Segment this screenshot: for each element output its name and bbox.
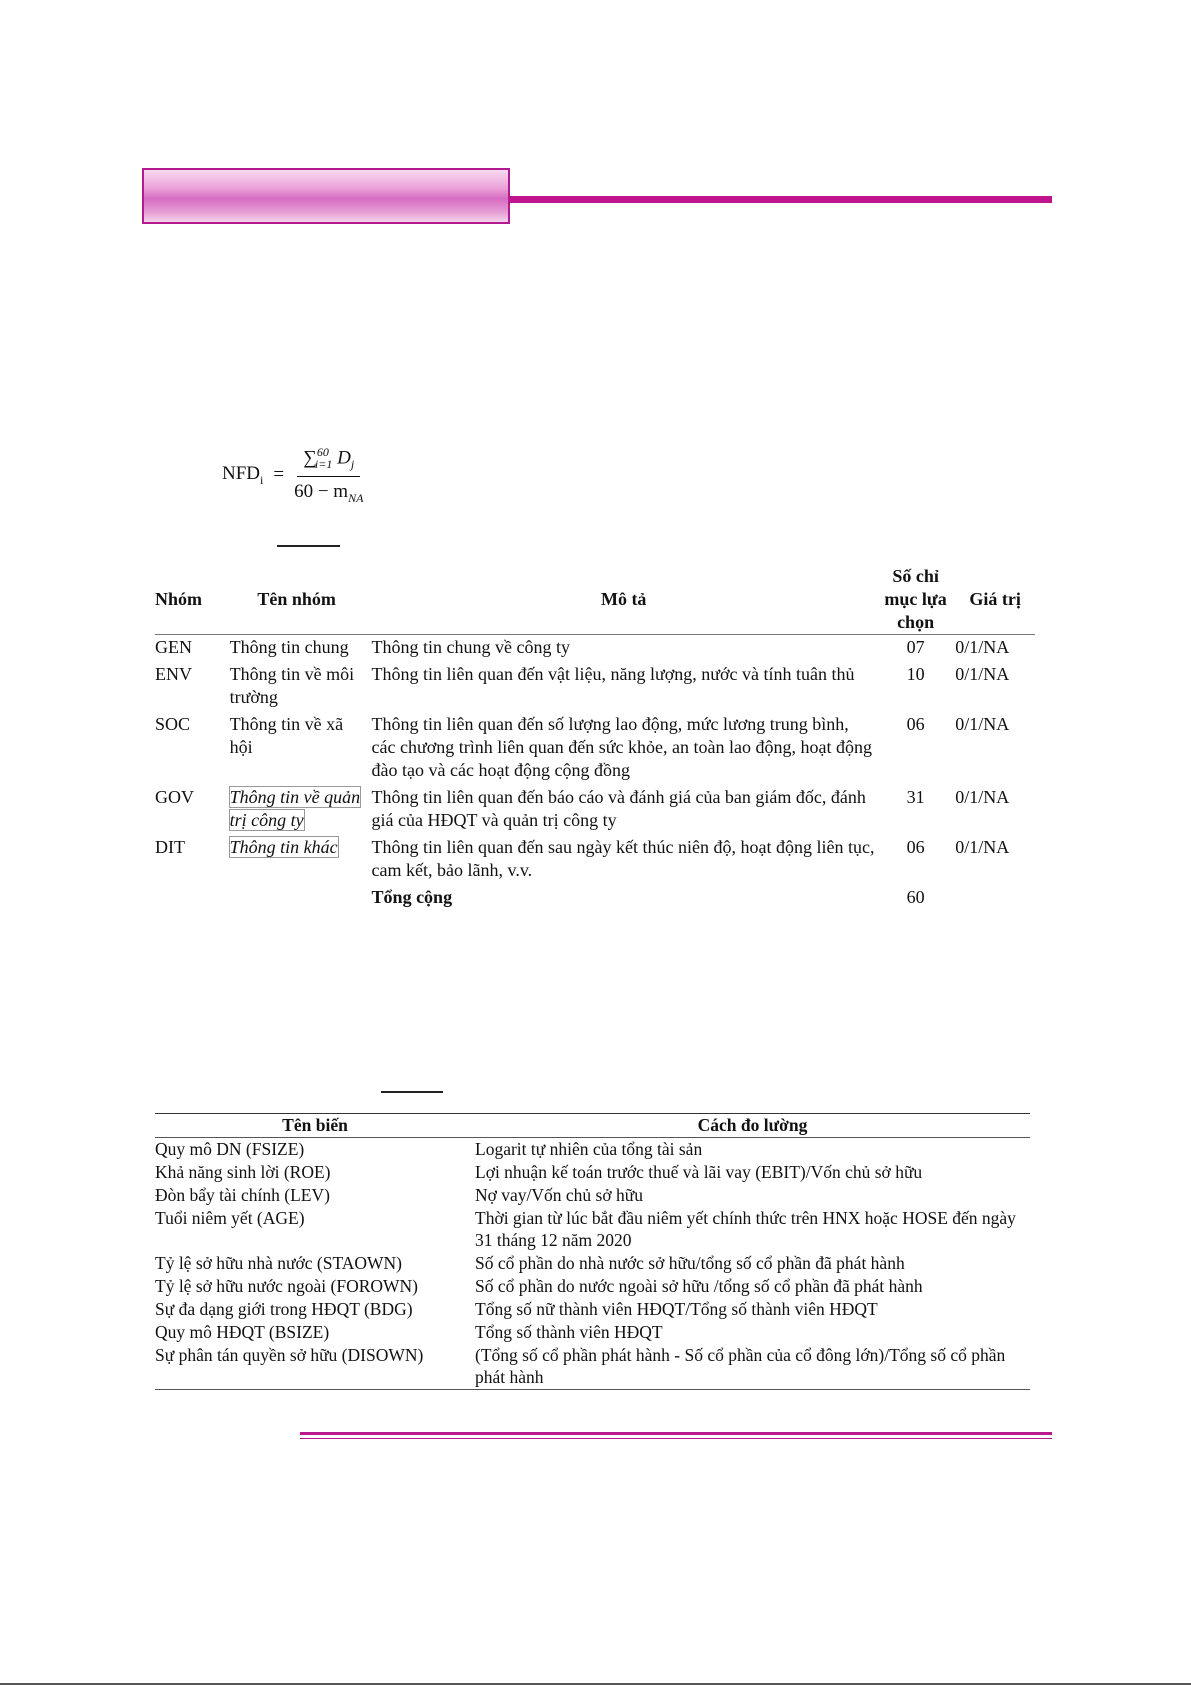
table-row bbox=[155, 785, 1035, 835]
cell-ten: Thông tin khác bbox=[229, 837, 338, 857]
header-ten-bien: Tên biến bbox=[282, 1115, 348, 1135]
cell-gt: 0/1/NA bbox=[955, 787, 1010, 807]
cell-cach: (Tổng số cổ phần phát hành - Số cổ phần của cổ đông lớn)/Tổng số cổ phần phát hành bbox=[475, 1345, 1006, 1387]
cell-empty bbox=[230, 885, 368, 912]
cell-so: 10 bbox=[906, 664, 925, 684]
formula-lhs: $NFD_i$ bbox=[222, 463, 264, 487]
table-row bbox=[155, 1138, 1030, 1162]
table-row bbox=[155, 1275, 1030, 1298]
table2-caption-rule bbox=[381, 1091, 443, 1093]
cell-mota: Thông tin chung về công ty bbox=[371, 637, 571, 657]
cell-cach: Lợi nhuận kế toán trước thuế và lãi vay (EBIT)/Vốn chủ sở hữu bbox=[475, 1162, 923, 1182]
table-row bbox=[155, 1252, 1030, 1275]
table-total-row bbox=[155, 885, 1035, 912]
formula-equals: = bbox=[273, 464, 285, 486]
cell-cach: Nợ vay/Vốn chủ sở hữu bbox=[475, 1185, 643, 1205]
cell-cach: Tổng số nữ thành viên HĐQT/Tổng số thành viên HĐQT bbox=[475, 1299, 878, 1319]
cell-ten-bien: Quy mô HĐQT (BSIZE) bbox=[155, 1322, 330, 1342]
cell-cach: Thời gian từ lúc bắt đầu niêm yết chính thức trên HNX hoặc HOSE đến ngày 31 tháng 12 năm 2020 bbox=[475, 1208, 1016, 1250]
cell-empty bbox=[155, 885, 230, 912]
cell-ten-bien: Quy mô DN (FSIZE) bbox=[155, 1139, 305, 1159]
cell-gt: 0/1/NA bbox=[955, 637, 1010, 657]
cell-mota: Thông tin liên quan đến sau ngày kết thúc niên độ, hoạt động liên tục, cam kết, bảo lãnh, v.v. bbox=[371, 837, 875, 880]
cell-ten-wrap bbox=[230, 835, 368, 885]
cell-ten-bien: Sự phân tán quyền sở hữu (DISOWN) bbox=[155, 1345, 424, 1365]
cell-nhom: DIT bbox=[155, 837, 185, 857]
table-header-row bbox=[155, 1114, 1030, 1138]
table-row bbox=[155, 1298, 1030, 1321]
table-row bbox=[155, 712, 1035, 785]
cell-ten-bien: Tỷ lệ sở hữu nước ngoài (FOROWN) bbox=[155, 1276, 418, 1296]
header-cach-do-luong: Cách đo lường bbox=[697, 1115, 808, 1135]
table-row bbox=[155, 662, 1035, 712]
disclosure-groups-table bbox=[155, 565, 1035, 912]
footer-rule-thick bbox=[300, 1432, 1052, 1435]
header-ten-nhom: Tên nhóm bbox=[257, 589, 336, 609]
header-gia-tri: Giá trị bbox=[969, 589, 1021, 609]
footer-rule-thin bbox=[300, 1438, 1052, 1439]
cell-ten: Thông tin về quản trị công ty bbox=[229, 787, 361, 830]
formula-numerator: ∑$^{60}_{i=1}$ $D_j$ bbox=[297, 445, 360, 477]
cell-empty bbox=[955, 885, 1035, 912]
cell-ten-bien: Sự đa dạng giới trong HĐQT (BDG) bbox=[155, 1299, 413, 1319]
section-header-line bbox=[510, 196, 1052, 203]
table-row bbox=[155, 635, 1035, 663]
cell-cach: Số cổ phần do nước ngoài sở hữu /tổng số cổ phần đã phát hành bbox=[475, 1276, 923, 1296]
cell-cach: Logarit tự nhiên của tổng tài sản bbox=[475, 1139, 703, 1159]
table-row bbox=[155, 835, 1035, 885]
table1-caption-rule bbox=[277, 545, 340, 547]
header-mo-ta: Mô tả bbox=[600, 589, 647, 609]
nfd-formula bbox=[222, 445, 363, 506]
table-row bbox=[155, 1344, 1030, 1390]
cell-ten: Thông tin chung bbox=[229, 637, 349, 657]
cell-mota: Thông tin liên quan đến báo cáo và đánh giá của ban giám đốc, đánh giá của HĐQT và quản trị công ty bbox=[371, 787, 866, 830]
section-header-box bbox=[142, 168, 510, 224]
cell-gt: 0/1/NA bbox=[955, 714, 1010, 734]
formula-denominator: $60 - m_{NA}$ bbox=[294, 481, 364, 505]
cell-nhom: GEN bbox=[155, 637, 192, 657]
table-header-row bbox=[155, 565, 1035, 635]
cell-so: 06 bbox=[906, 714, 925, 734]
total-label: Tổng cộng bbox=[371, 887, 453, 907]
cell-nhom: ENV bbox=[155, 664, 192, 684]
cell-mota: Thông tin liên quan đến vật liệu, năng lượng, nước và tính tuân thủ bbox=[371, 664, 855, 684]
cell-cach: Số cổ phần do nhà nước sở hữu/tổng số cổ phần đã phát hành bbox=[475, 1253, 905, 1273]
cell-mota: Thông tin liên quan đến số lượng lao động, mức lương trung bình, các chương trình liên quan đến sức khỏe, an toàn lao động, hoạt động đào tạo và các hoạt động cộng đồng bbox=[371, 714, 872, 780]
cell-so: 07 bbox=[906, 637, 925, 657]
cell-nhom: SOC bbox=[155, 714, 191, 734]
table-row bbox=[155, 1184, 1030, 1207]
table-row bbox=[155, 1207, 1030, 1252]
table-row bbox=[155, 1161, 1030, 1184]
cell-ten-bien: Khả năng sinh lời (ROE) bbox=[155, 1162, 331, 1182]
cell-cach: Tổng số thành viên HĐQT bbox=[475, 1322, 663, 1342]
cell-ten-wrap bbox=[230, 785, 368, 835]
cell-so: 31 bbox=[906, 787, 925, 807]
header-so-chi-muc: Số chỉ mục lựa chọn bbox=[884, 566, 947, 632]
formula-fraction bbox=[294, 445, 363, 506]
cell-ten-bien: Đòn bẩy tài chính (LEV) bbox=[155, 1185, 330, 1205]
cell-nhom: GOV bbox=[155, 787, 194, 807]
variables-table bbox=[155, 1113, 1030, 1390]
total-value: 60 bbox=[906, 887, 925, 907]
cell-ten: Thông tin về xã hội bbox=[229, 714, 344, 757]
cell-ten-bien: Tuổi niêm yết (AGE) bbox=[155, 1208, 305, 1228]
cell-ten-bien: Tỷ lệ sở hữu nhà nước (STAOWN) bbox=[155, 1253, 402, 1273]
cell-gt: 0/1/NA bbox=[955, 664, 1010, 684]
table-row bbox=[155, 1321, 1030, 1344]
cell-ten: Thông tin về môi trường bbox=[229, 664, 355, 707]
cell-gt: 0/1/NA bbox=[955, 837, 1010, 857]
cell-so: 06 bbox=[906, 837, 925, 857]
header-nhom: Nhóm bbox=[155, 589, 203, 609]
